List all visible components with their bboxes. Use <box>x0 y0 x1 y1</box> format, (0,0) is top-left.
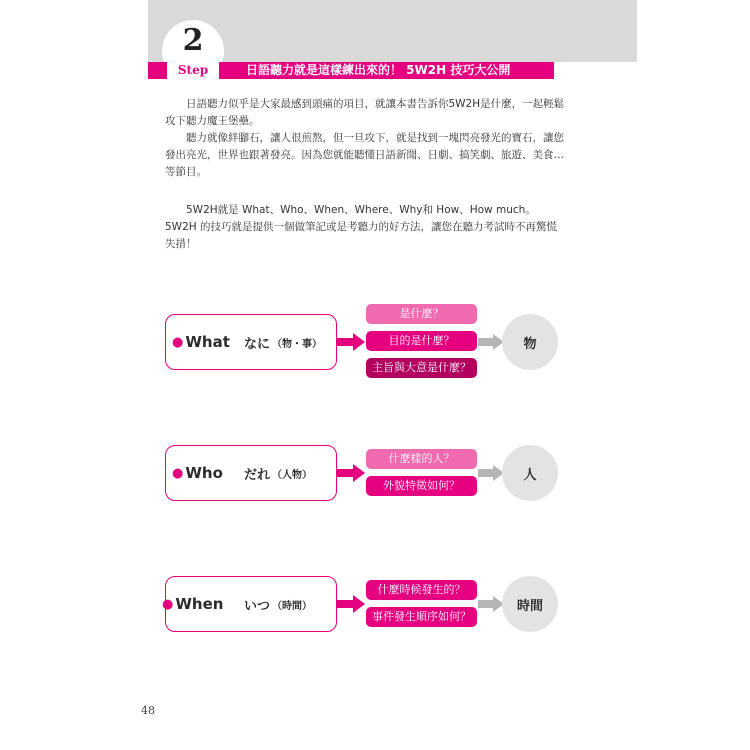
step-label: Step <box>167 62 219 79</box>
question-pill: 主旨與大意是什麼？ <box>366 358 477 378</box>
question-pill: 事件發生順序如何？ <box>366 607 477 627</box>
right-arrow-icon <box>478 334 504 350</box>
question-pill: 外貌特徵如何？ <box>366 476 477 496</box>
right-arrow-icon <box>478 465 504 481</box>
question-pill: 什麼樣的人？ <box>366 449 477 469</box>
japanese-what: なに <box>244 336 271 352</box>
keyword-who: Who <box>185 464 223 482</box>
bullet-dot-icon: ● <box>172 465 184 481</box>
right-arrow-icon <box>337 595 365 613</box>
japanese-note-when: （時間） <box>272 600 313 612</box>
result-circle-what: 物 <box>502 314 558 370</box>
page-number: 48 <box>141 704 155 717</box>
keyword-what: What <box>185 333 230 351</box>
intro-paragraph-1: 日語聽力似乎是大家最感到頭痛的項目，就讓本書告訴你5W2H是什麼，一起輕鬆攻下聽力魔王堡壘。 <box>165 98 565 127</box>
question-pill: 什麼時候發生的？ <box>366 580 477 600</box>
japanese-when: いつ <box>244 598 271 614</box>
japanese-note-what: （物・事） <box>272 338 323 350</box>
japanese-note-who: （人物） <box>272 469 313 481</box>
question-pill: 是什麼？ <box>366 304 477 324</box>
result-circle-when: 時間 <box>502 576 558 632</box>
result-circle-who: 人 <box>502 445 558 501</box>
japanese-who: だれ <box>244 467 271 483</box>
right-arrow-icon <box>337 464 365 482</box>
keyword-box-when <box>162 576 337 632</box>
question-pill: 目的是什麼？ <box>366 331 477 351</box>
step-number: 2 <box>182 23 204 58</box>
keyword-when: When <box>175 595 224 613</box>
bullet-dot-icon: ● <box>162 596 174 612</box>
intro-paragraph-3: 5W2H就是 What、Who、When、Where、Why和 How、How much。5W2H 的技巧就是提供一個做筆記或是考聽力的好方法，讓您在聽力考試時不再驚慌失措！ <box>165 204 557 250</box>
keyword-box-who <box>165 445 337 501</box>
keyword-box-what <box>165 314 337 370</box>
page-title: 日語聽力就是這樣練出來的！ 5W2H 技巧大公開 <box>246 63 511 77</box>
bullet-dot-icon: ● <box>172 334 184 350</box>
intro-paragraph-2: 聽力就像絆腳石，讓人很煎熬，但一旦攻下，就是找到一塊閃亮發光的寶石，讓您發出亮光，世界也跟著發亮。因為您就能聽懂日語新聞、日劇、搞笑劇、旅遊、美食…等節目。 <box>165 132 564 178</box>
right-arrow-icon <box>337 333 365 351</box>
right-arrow-icon <box>478 596 504 612</box>
